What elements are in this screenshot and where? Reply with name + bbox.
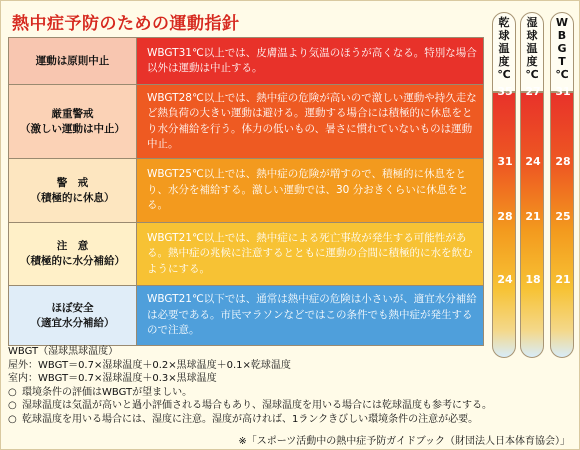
temperature-tick: 21 <box>555 273 571 286</box>
thermometer-tube <box>550 85 574 358</box>
temperature-tick: 28 <box>555 155 571 168</box>
notes-bullet-3 <box>8 413 574 427</box>
thermometer-label-char: 球 <box>526 29 538 42</box>
thermometer-label-char: 度 <box>498 55 510 68</box>
bullet-text: 乾球温度を用いる場合には、湿度に注意。湿度が高ければ、1ランクきびしい環境条件の注意が必要。 <box>22 413 479 425</box>
bullet-mark: ○ <box>8 386 17 398</box>
risk-level-label <box>9 223 137 286</box>
thermometer-label <box>550 12 574 92</box>
risk-level-label <box>9 38 137 85</box>
temperature-tick: 31 <box>497 155 513 168</box>
guideline-row <box>9 223 484 286</box>
risk-level-label <box>9 286 137 346</box>
bullet-text: 湿球温度は気温が高いと過小評価される場合もあり、湿球温度を用いる場合には乾球温度も参考にする。 <box>22 400 492 411</box>
temperature-tick: 35 <box>497 85 513 98</box>
guideline-description: WBGT28℃以上では、熱中症の危険が高いので激しい運動や持久走など熱負荷の大きい運動は避ける。運動する場合には積極的に休息をとり水分補給を行う。体力の低いもの、暑さに慣れていないものは運動中止。 <box>137 85 484 159</box>
notes-heading: WBGT（湿球黒球温度） <box>8 346 119 357</box>
risk-level-text: 厳重警戒 <box>51 107 94 120</box>
source-citation: ※「スポーツ活動中の熱中症予防ガイドブック（財団法人日本体育協会）」 <box>238 436 570 447</box>
bullet-text: 環境条件の評価はWBGTが望ましい。 <box>22 386 193 398</box>
thermometer-label-char: ℃ <box>555 68 569 81</box>
page-title: 熱中症予防のための運動指針 <box>12 14 240 34</box>
thermometer-label-char: 乾 <box>498 16 510 29</box>
guideline-row <box>9 85 484 159</box>
guideline-description: WBGT21℃以下では、通常は熱中症の危険は小さいが、適宜水分補給は必要である。市民マラソンなどではこの条件でも熱中症が発生するので注意。 <box>137 286 484 346</box>
risk-level-label <box>9 85 137 159</box>
risk-level-text: 警 戒 <box>56 176 89 189</box>
thermometer-label <box>492 12 516 92</box>
temperature-tick: 18 <box>525 273 541 286</box>
thermometer-tube <box>520 85 544 358</box>
wbgt-thermometer <box>550 12 574 362</box>
thermometer-label-char: 温 <box>498 42 510 55</box>
notes-indoor-formula: 室内：WBGT＝0.7×湿球温度＋0.3×黒球温度 <box>8 373 217 384</box>
thermometer-label-char: G <box>557 42 567 55</box>
bullet-mark: ○ <box>8 400 17 411</box>
temperature-tick: 25 <box>555 210 571 223</box>
risk-level-text: ほぼ安全 <box>51 301 94 314</box>
guideline-description: WBGT25℃以上では、熱中症の危険が増すので、積極的に休息をとり、水分を補給する。激しい運動では、30 分おきくらいに休息をとる。 <box>137 159 484 223</box>
risk-level-text: （積極的に休息） <box>30 191 115 204</box>
risk-level-text: （積極的に水分補給） <box>20 255 125 267</box>
thermometer-label-char: W <box>555 16 569 29</box>
temperature-tick: 31 <box>555 85 571 98</box>
temperature-tick: 24 <box>497 273 513 286</box>
temperature-tick: 24 <box>525 155 541 168</box>
risk-level-text: 運動は原則中止 <box>35 54 110 67</box>
thermometer-label-char: 度 <box>526 55 538 68</box>
thermometer-label-char: T <box>558 55 566 68</box>
risk-level-label <box>9 159 137 223</box>
guideline-row <box>9 286 484 346</box>
notes-bullet-2 <box>8 399 574 413</box>
thermometer-label-char: 湿 <box>526 16 538 29</box>
temperature-tick: 28 <box>497 210 513 223</box>
thermometer-label <box>520 12 544 92</box>
risk-level-text: （激しい運動は中止） <box>20 122 125 135</box>
bullet-mark: ○ <box>8 413 17 425</box>
guideline-description: WBGT31℃以上では、皮膚温より気温のほうが高くなる。特別な場合以外は運動は中止する。 <box>137 38 484 85</box>
notes-bullet-1 <box>8 386 574 400</box>
thermometer-label-char: 温 <box>526 42 538 55</box>
thermometer-label-char: 球 <box>498 29 510 42</box>
notes-section <box>8 345 574 426</box>
temperature-tick: 27 <box>525 85 541 98</box>
guideline-table <box>8 37 484 346</box>
temperature-tick: 21 <box>525 210 541 223</box>
risk-level-text: 注 意 <box>56 240 89 252</box>
thermometer-tube <box>492 85 516 358</box>
thermometer-label-char: ℃ <box>525 68 539 81</box>
dry-bulb-thermometer <box>492 12 516 362</box>
thermometer-label-char: ℃ <box>497 68 511 81</box>
wet-bulb-thermometer <box>520 12 544 362</box>
thermometer-label-char: B <box>557 29 567 42</box>
guideline-row <box>9 38 484 85</box>
guideline-description: WBGT21℃以上では、熱中症による死亡事故が発生する可能性がある。熱中症の兆候に注意するとともに運動の合間に積極的に水を飲むようにする。 <box>137 223 484 286</box>
notes-outdoor-formula: 屋外：WBGT＝0.7×湿球温度＋0.2×黒球温度＋0.1×乾球温度 <box>8 359 291 371</box>
guideline-row <box>9 159 484 223</box>
risk-level-text: （適宜水分補給） <box>30 316 115 329</box>
